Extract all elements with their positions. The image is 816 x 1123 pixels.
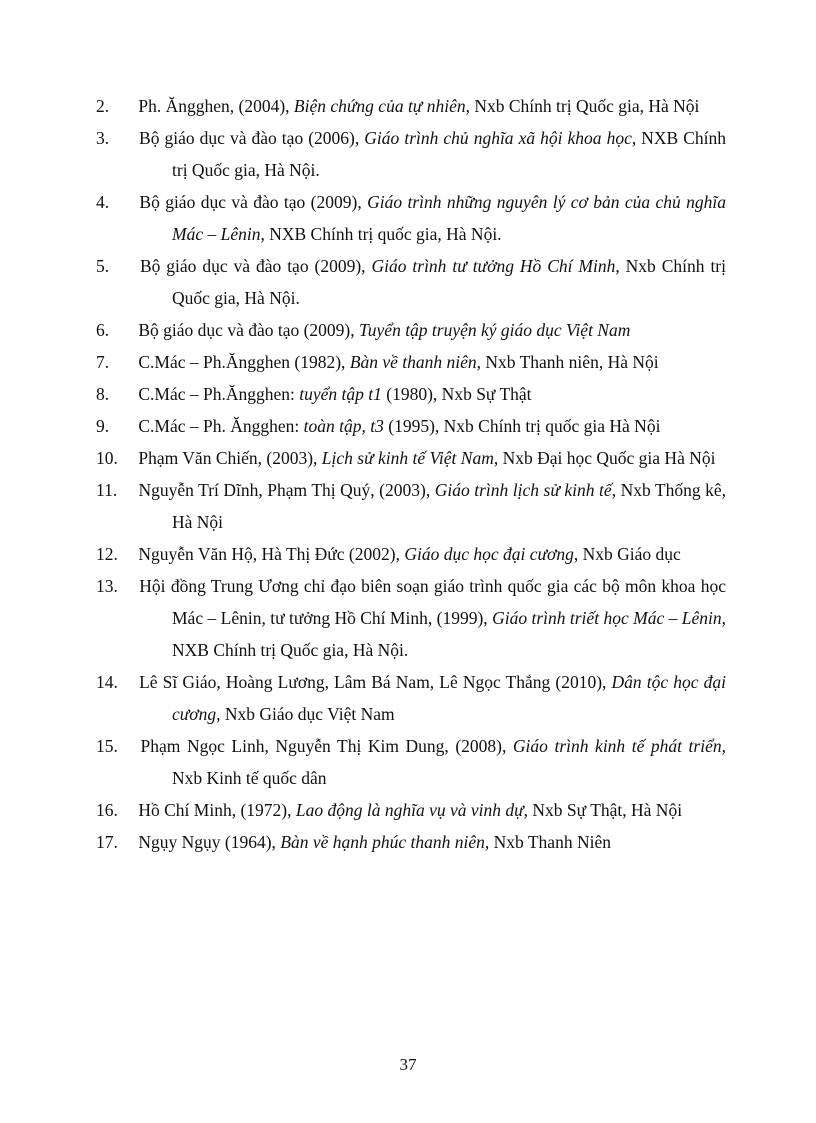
reference-authors: C.Mác – Ph.Ăngghen (1982),	[138, 352, 350, 372]
reference-title: Bàn về thanh niên	[349, 352, 477, 372]
reference-item: 5. Bộ giáo dục và đào tạo (2009), Giáo trình tư tưởng Hồ Chí Minh, Nxb Chính trị Quốc gia, Hà Nội.	[96, 256, 726, 308]
reference-item: 16. Hồ Chí Minh, (1972), Lao động là nghĩa vụ và vinh dự, Nxb Sự Thật, Hà Nội	[96, 800, 683, 820]
reference-publisher: , Nxb Đại học Quốc gia Hà Nội	[493, 448, 716, 468]
reference-publisher: , Nxb Giáo dục	[573, 544, 681, 564]
reference-authors: Bộ giáo dục và đào tạo (2009),	[139, 192, 368, 212]
reference-authors: Bộ giáo dục và đào tạo (2006),	[139, 128, 365, 148]
reference-publisher: , Nxb Thanh Niên	[484, 832, 611, 852]
reference-title: Giáo trình triết học Mác – Lênin	[492, 608, 722, 628]
reference-authors: C.Mác – Ph. Ăngghen:	[138, 416, 304, 436]
reference-title: Lao động là nghĩa vụ và vinh dự	[295, 800, 524, 820]
reference-item: 2. Ph. Ăngghen, (2004), Biện chứng của tự nhiên, Nxb Chính trị Quốc gia, Hà Nội	[96, 96, 700, 116]
reference-item: 17. Ngụy Ngụy (1964), Bàn về hạnh phúc thanh niên, Nxb Thanh Niên	[96, 832, 611, 852]
reference-item: 9. C.Mác – Ph. Ăngghen: toàn tập, t3 (1995), Nxb Chính trị quốc gia Hà Nội	[96, 416, 661, 436]
reference-item: 3. Bộ giáo dục và đào tạo (2006), Giáo trình chủ nghĩa xã hội khoa học, NXB Chính trị Quốc gia, Hà Nội.	[96, 128, 727, 180]
reference-authors: Nguyễn Trí Dĩnh, Phạm Thị Quý, (2003),	[138, 480, 435, 500]
reference-authors: C.Mác – Ph.Ăngghen:	[138, 384, 300, 404]
reference-publisher: NXB Chính trị quốc gia, Hà Nội.	[264, 224, 502, 244]
reference-authors: Bộ giáo dục và đào tạo (2009),	[139, 256, 372, 276]
reference-publisher: (1980), Nxb Sự Thật	[381, 384, 532, 404]
reference-authors: Ph. Ăngghen, (2004),	[138, 96, 294, 116]
reference-item: 14. Lê Sĩ Giáo, Hoàng Lương, Lâm Bá Nam, Lê Ngọc Thắng (2010), Dân tộc học đại cương, Nxb Giáo dục Việt Nam	[96, 672, 726, 724]
reference-authors: Ngụy Ngụy (1964),	[138, 832, 281, 852]
reference-title: Biện chứng của tự nhiên	[293, 96, 466, 116]
reference-publisher: , NXB Chính trị Quốc gia, Hà Nội.	[172, 608, 726, 660]
reference-publisher: , Nxb Chính trị Quốc gia, Hà Nội	[465, 96, 700, 116]
reference-item: 4. Bộ giáo dục và đào tạo (2009), Giáo trình những nguyên lý cơ bản của chủ nghĩa Mác – Lênin, NXB Chính trị quốc gia, Hà Nội.	[96, 192, 727, 244]
reference-title: Tuyển tập truyện ký giáo dục Việt Nam	[359, 320, 631, 340]
reference-item: 6. Bộ giáo dục và đào tạo (2009), Tuyển tập truyện ký giáo dục Việt Nam	[96, 320, 631, 340]
reference-publisher: , NXB Chính trị Quốc gia, Hà Nội.	[172, 128, 727, 180]
reference-title: Giáo dục học đại cương	[404, 544, 574, 564]
reference-title: Lịch sử kinh tế Việt Nam	[321, 448, 494, 468]
reference-authors: Phạm Ngọc Linh, Nguyễn Thị Kim Dung, (2008),	[140, 736, 513, 756]
reference-authors: Bộ giáo dục và đào tạo (2009),	[138, 320, 360, 340]
reference-authors: Hội đồng Trung Ương chỉ đạo biên soạn giáo trình quốc gia các bộ môn khoa học Mác – Lênin, tư tưởng Hồ Chí Minh, (1999),	[139, 576, 726, 628]
reference-title: tuyển tập t1	[299, 384, 382, 404]
reference-title: Giáo trình chủ nghĩa xã hội khoa học	[364, 128, 632, 148]
reference-title: Giáo trình lịch sử kinh tế	[434, 480, 612, 500]
reference-title: Bàn về hạnh phúc thanh niên	[280, 832, 485, 852]
reference-item: 11. Nguyễn Trí Dĩnh, Phạm Thị Quý, (2003), Giáo trình lịch sử kinh tế, Nxb Thống kê, Hà Nội	[96, 480, 727, 532]
reference-publisher: , Nxb Thống kê, Hà Nội	[172, 480, 727, 532]
reference-authors: Phạm Văn Chiến, (2003),	[138, 448, 322, 468]
reference-item: 10. Phạm Văn Chiến, (2003), Lịch sử kinh tế Việt Nam, Nxb Đại học Quốc gia Hà Nội	[96, 448, 716, 468]
reference-title: Dân tộc học đại cương,	[172, 672, 726, 724]
reference-publisher: , Nxb Chính trị Quốc gia, Hà Nội.	[172, 256, 726, 308]
reference-authors: Hồ Chí Minh, (1972),	[138, 800, 296, 820]
reference-list	[96, 90, 727, 858]
reference-authors: Nguyễn Văn Hộ, Hà Thị Đức (2002),	[138, 544, 405, 564]
reference-publisher: , Nxb Thanh niên, Hà Nội	[476, 352, 659, 372]
reference-item: 13. Hội đồng Trung Ương chỉ đạo biên soạn giáo trình quốc gia các bộ môn khoa học Mác – Lênin, tư tưởng Hồ Chí Minh, (1999), Giáo trình triết học Mác – Lênin, NXB Chính trị Quốc gia, Hà Nội.	[96, 576, 726, 660]
reference-title: Giáo trình những nguyên lý cơ bản của chủ nghĩa Mác – Lênin,	[172, 192, 727, 244]
page-number: 37	[399, 1055, 417, 1074]
reference-publisher: , Nxb Sự Thật, Hà Nội	[523, 800, 683, 820]
reference-title: Giáo trình tư tưởng Hồ Chí Minh	[371, 256, 616, 276]
reference-title: Giáo trình kinh tế phát triển,	[512, 736, 726, 756]
reference-authors: Lê Sĩ Giáo, Hoàng Lương, Lâm Bá Nam, Lê Ngọc Thắng (2010),	[139, 672, 612, 692]
reference-title: toàn tập, t3	[303, 416, 384, 436]
reference-publisher: Nxb Kinh tế quốc dân	[172, 768, 327, 788]
reference-publisher: (1995), Nxb Chính trị quốc gia Hà Nội	[383, 416, 661, 436]
reference-item: 7. C.Mác – Ph.Ăngghen (1982), Bàn về thanh niên, Nxb Thanh niên, Hà Nội	[96, 352, 659, 372]
reference-item: 15. Phạm Ngọc Linh, Nguyễn Thị Kim Dung, (2008), Giáo trình kinh tế phát triển, Nxb Kinh tế quốc dân	[96, 736, 726, 788]
reference-item: 8. C.Mác – Ph.Ăngghen: tuyển tập t1 (1980), Nxb Sự Thật	[96, 384, 532, 404]
reference-publisher: Nxb Giáo dục Việt Nam	[220, 704, 395, 724]
reference-item: 12. Nguyễn Văn Hộ, Hà Thị Đức (2002), Giáo dục học đại cương, Nxb Giáo dục	[96, 544, 681, 564]
